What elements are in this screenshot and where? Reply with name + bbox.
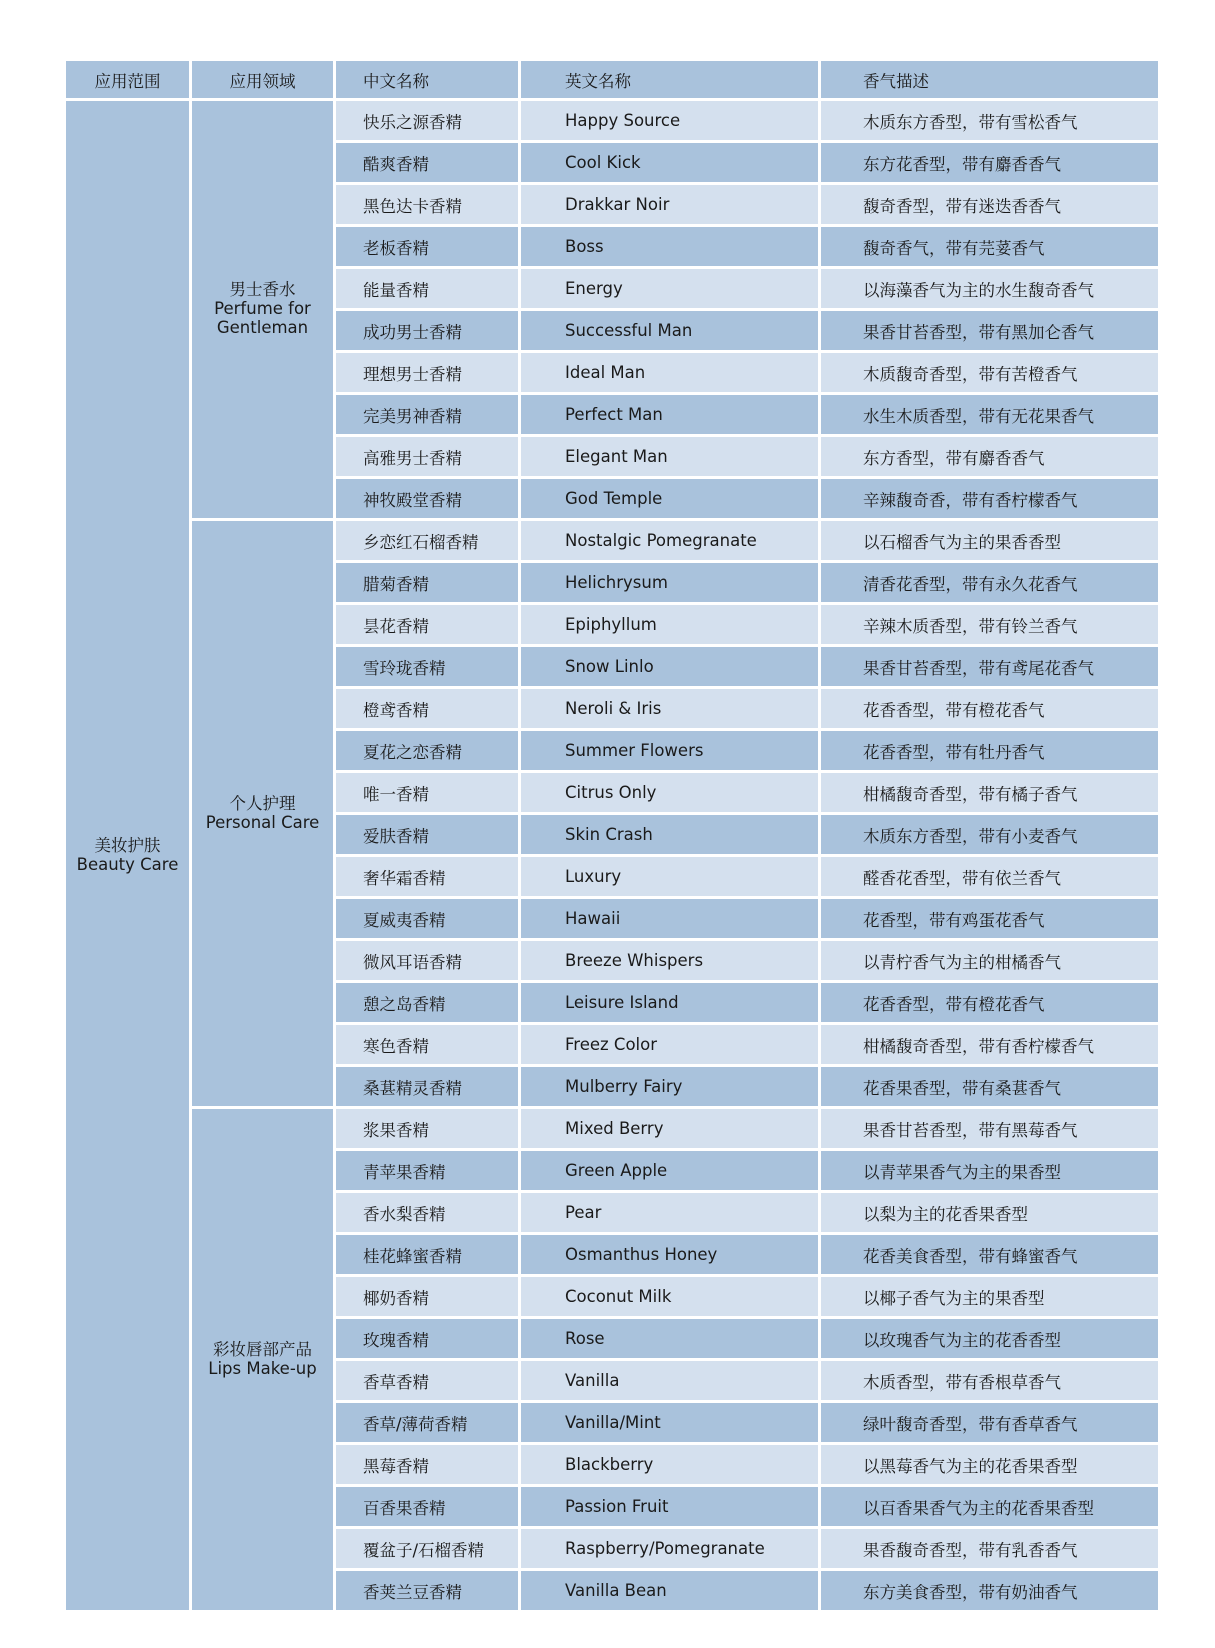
description-cell: 东方美食香型，带有奶油香气 — [820, 1570, 1160, 1612]
field-zh: 彩妆唇部产品 — [213, 1339, 312, 1359]
chinese-name-cell: 桂花蜂蜜香精 — [335, 1234, 520, 1276]
header-chinese-name: 中文名称 — [335, 60, 520, 100]
chinese-name-cell: 青苹果香精 — [335, 1150, 520, 1192]
description-cell: 柑橘馥奇香型，带有香柠檬香气 — [820, 1024, 1160, 1066]
chinese-name-cell: 香草/薄荷香精 — [335, 1402, 520, 1444]
description-cell: 以玫瑰香气为主的花香香型 — [820, 1318, 1160, 1360]
chinese-name-cell: 微风耳语香精 — [335, 940, 520, 982]
table-row — [65, 100, 1160, 142]
chinese-name-cell: 橙鸢香精 — [335, 688, 520, 730]
description-cell: 花香美食香型，带有蜂蜜香气 — [820, 1234, 1160, 1276]
description-cell: 以海藻香气为主的水生馥奇香气 — [820, 268, 1160, 310]
chinese-name-cell: 爱肤香精 — [335, 814, 520, 856]
english-name-cell: Happy Source — [520, 100, 820, 142]
english-name-cell: Blackberry — [520, 1444, 820, 1486]
chinese-name-cell: 香荚兰豆香精 — [335, 1570, 520, 1612]
description-cell: 醛香花香型，带有依兰香气 — [820, 856, 1160, 898]
description-cell: 果香甘苔香型，带有鸢尾花香气 — [820, 646, 1160, 688]
english-name-cell: Hawaii — [520, 898, 820, 940]
english-name-cell: Passion Fruit — [520, 1486, 820, 1528]
chinese-name-cell: 夏花之恋香精 — [335, 730, 520, 772]
fragrance-table — [63, 58, 1161, 1613]
english-name-cell: Boss — [520, 226, 820, 268]
chinese-name-cell: 浆果香精 — [335, 1108, 520, 1150]
english-name-cell: Snow Linlo — [520, 646, 820, 688]
field-en: Personal Care — [205, 812, 320, 832]
chinese-name-cell: 乡恋红石榴香精 — [335, 520, 520, 562]
description-cell: 以梨为主的花香果香型 — [820, 1192, 1160, 1234]
chinese-name-cell: 成功男士香精 — [335, 310, 520, 352]
chinese-name-cell: 快乐之源香精 — [335, 100, 520, 142]
english-name-cell: Coconut Milk — [520, 1276, 820, 1318]
table-header-row — [65, 60, 1160, 100]
english-name-cell: Helichrysum — [520, 562, 820, 604]
english-name-cell: Luxury — [520, 856, 820, 898]
description-cell: 木质东方香型，带有雪松香气 — [820, 100, 1160, 142]
description-cell: 辛辣馥奇香，带有香柠檬香气 — [820, 478, 1160, 520]
english-name-cell: Ideal Man — [520, 352, 820, 394]
field-en: Perfume for Gentleman — [214, 299, 311, 337]
english-name-cell: Leisure Island — [520, 982, 820, 1024]
chinese-name-cell: 覆盆子/石榴香精 — [335, 1528, 520, 1570]
chinese-name-cell: 黑色达卡香精 — [335, 184, 520, 226]
chinese-name-cell: 香水梨香精 — [335, 1192, 520, 1234]
chinese-name-cell: 雪玲珑香精 — [335, 646, 520, 688]
header-scope: 应用范围 — [65, 60, 191, 100]
chinese-name-cell: 黑莓香精 — [335, 1444, 520, 1486]
chinese-name-cell: 完美男神香精 — [335, 394, 520, 436]
english-name-cell: Summer Flowers — [520, 730, 820, 772]
field-zh: 男士香水 — [229, 280, 296, 300]
chinese-name-cell: 桑葚精灵香精 — [335, 1066, 520, 1108]
header-description: 香气描述 — [820, 60, 1160, 100]
description-cell: 以黑莓香气为主的花香果香型 — [820, 1444, 1160, 1486]
description-cell: 花香香型，带有橙花香气 — [820, 688, 1160, 730]
chinese-name-cell: 寒色香精 — [335, 1024, 520, 1066]
chinese-name-cell: 夏威夷香精 — [335, 898, 520, 940]
description-cell: 以青柠香气为主的柑橘香气 — [820, 940, 1160, 982]
chinese-name-cell: 酷爽香精 — [335, 142, 520, 184]
english-name-cell: Vanilla — [520, 1360, 820, 1402]
english-name-cell: God Temple — [520, 478, 820, 520]
scope-zh: 美妆护肤 — [94, 835, 161, 855]
description-cell: 果香馥奇香型，带有乳香香气 — [820, 1528, 1160, 1570]
english-name-cell: Vanilla Bean — [520, 1570, 820, 1612]
chinese-name-cell: 老板香精 — [335, 226, 520, 268]
field-en: Lips Make-up — [208, 1358, 317, 1378]
chinese-name-cell: 能量香精 — [335, 268, 520, 310]
english-name-cell: Epiphyllum — [520, 604, 820, 646]
english-name-cell: Vanilla/Mint — [520, 1402, 820, 1444]
chinese-name-cell: 高雅男士香精 — [335, 436, 520, 478]
english-name-cell: Pear — [520, 1192, 820, 1234]
chinese-name-cell: 香草香精 — [335, 1360, 520, 1402]
description-cell: 果香甘苔香型，带有黑莓香气 — [820, 1108, 1160, 1150]
english-name-cell: Rose — [520, 1318, 820, 1360]
chinese-name-cell: 昙花香精 — [335, 604, 520, 646]
description-cell: 馥奇香气，带有芫荽香气 — [820, 226, 1160, 268]
description-cell: 以青苹果香气为主的果香型 — [820, 1150, 1160, 1192]
description-cell: 花香果香型，带有桑葚香气 — [820, 1066, 1160, 1108]
description-cell: 绿叶馥奇香型，带有香草香气 — [820, 1402, 1160, 1444]
english-name-cell: Mulberry Fairy — [520, 1066, 820, 1108]
description-cell: 东方花香型，带有麝香香气 — [820, 142, 1160, 184]
chinese-name-cell: 理想男士香精 — [335, 352, 520, 394]
description-cell: 花香香型，带有橙花香气 — [820, 982, 1160, 1024]
description-cell: 柑橘馥奇香型，带有橘子香气 — [820, 772, 1160, 814]
field-cell — [191, 100, 335, 520]
table-body — [65, 100, 1160, 1612]
description-cell: 以石榴香气为主的果香香型 — [820, 520, 1160, 562]
scope-cell — [65, 100, 191, 1612]
description-cell: 果香甘苔香型，带有黑加仑香气 — [820, 310, 1160, 352]
header-field: 应用领域 — [191, 60, 335, 100]
english-name-cell: Nostalgic Pomegranate — [520, 520, 820, 562]
english-name-cell: Skin Crash — [520, 814, 820, 856]
description-cell: 水生木质香型，带有无花果香气 — [820, 394, 1160, 436]
english-name-cell: Neroli & Iris — [520, 688, 820, 730]
english-name-cell: Energy — [520, 268, 820, 310]
english-name-cell: Elegant Man — [520, 436, 820, 478]
field-cell — [191, 1108, 335, 1612]
description-cell: 辛辣木质香型，带有铃兰香气 — [820, 604, 1160, 646]
description-cell: 东方香型，带有麝香香气 — [820, 436, 1160, 478]
description-cell: 清香花香型，带有永久花香气 — [820, 562, 1160, 604]
english-name-cell: Citrus Only — [520, 772, 820, 814]
english-name-cell: Green Apple — [520, 1150, 820, 1192]
header-english-name: 英文名称 — [520, 60, 820, 100]
english-name-cell: Osmanthus Honey — [520, 1234, 820, 1276]
english-name-cell: Successful Man — [520, 310, 820, 352]
field-zh: 个人护理 — [229, 793, 296, 813]
english-name-cell: Freez Color — [520, 1024, 820, 1066]
english-name-cell: Breeze Whispers — [520, 940, 820, 982]
description-cell: 花香香型，带有牡丹香气 — [820, 730, 1160, 772]
description-cell: 以椰子香气为主的果香型 — [820, 1276, 1160, 1318]
chinese-name-cell: 唯一香精 — [335, 772, 520, 814]
english-name-cell: Raspberry/Pomegranate — [520, 1528, 820, 1570]
description-cell: 木质馥奇香型，带有苦橙香气 — [820, 352, 1160, 394]
chinese-name-cell: 憩之岛香精 — [335, 982, 520, 1024]
description-cell: 木质香型，带有香根草香气 — [820, 1360, 1160, 1402]
scope-en: Beauty Care — [76, 854, 179, 874]
description-cell: 花香型，带有鸡蛋花香气 — [820, 898, 1160, 940]
chinese-name-cell: 腊菊香精 — [335, 562, 520, 604]
description-cell: 馥奇香型，带有迷迭香香气 — [820, 184, 1160, 226]
description-cell: 以百香果香气为主的花香果香型 — [820, 1486, 1160, 1528]
english-name-cell: Drakkar Noir — [520, 184, 820, 226]
chinese-name-cell: 神牧殿堂香精 — [335, 478, 520, 520]
english-name-cell: Perfect Man — [520, 394, 820, 436]
chinese-name-cell: 百香果香精 — [335, 1486, 520, 1528]
field-cell — [191, 520, 335, 1108]
chinese-name-cell: 奢华霜香精 — [335, 856, 520, 898]
chinese-name-cell: 椰奶香精 — [335, 1276, 520, 1318]
table-row — [65, 520, 1160, 562]
english-name-cell: Cool Kick — [520, 142, 820, 184]
chinese-name-cell: 玫瑰香精 — [335, 1318, 520, 1360]
table-row — [65, 1108, 1160, 1150]
description-cell: 木质东方香型，带有小麦香气 — [820, 814, 1160, 856]
english-name-cell: Mixed Berry — [520, 1108, 820, 1150]
